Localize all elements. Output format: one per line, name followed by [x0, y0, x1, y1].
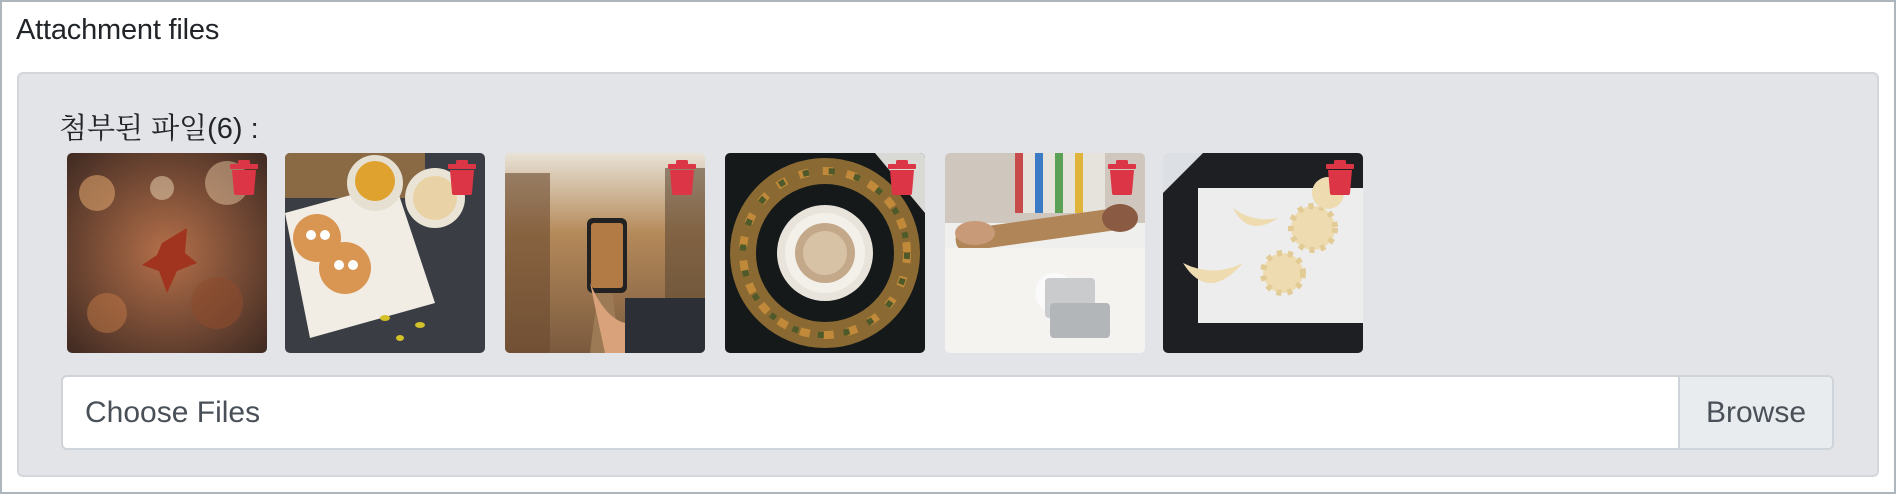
- attachments-panel: [17, 72, 1879, 477]
- attachment-thumbnail[interactable]: [67, 153, 267, 353]
- attachments-label: 첨부된 파일(6) :: [59, 113, 259, 145]
- trash-icon: [887, 159, 917, 195]
- attachment-thumbnail[interactable]: [285, 153, 485, 353]
- attachment-thumbnail[interactable]: [1163, 153, 1363, 353]
- delete-button[interactable]: [887, 159, 917, 195]
- card-title: Attachment files: [16, 14, 220, 46]
- file-input-placeholder: Choose Files: [85, 396, 261, 429]
- delete-button[interactable]: [1325, 159, 1355, 195]
- browse-button[interactable]: Browse: [1678, 377, 1832, 448]
- trash-icon: [1107, 159, 1137, 195]
- attachment-thumbnail[interactable]: [725, 153, 925, 353]
- delete-button[interactable]: [447, 159, 477, 195]
- trash-icon: [667, 159, 697, 195]
- delete-button[interactable]: [229, 159, 259, 195]
- attachment-thumbnail[interactable]: [945, 153, 1145, 353]
- file-input[interactable]: [61, 375, 1834, 450]
- trash-icon: [1325, 159, 1355, 195]
- trash-icon: [447, 159, 477, 195]
- delete-button[interactable]: [1107, 159, 1137, 195]
- attachment-thumbnail[interactable]: [505, 153, 705, 353]
- trash-icon: [229, 159, 259, 195]
- delete-button[interactable]: [667, 159, 697, 195]
